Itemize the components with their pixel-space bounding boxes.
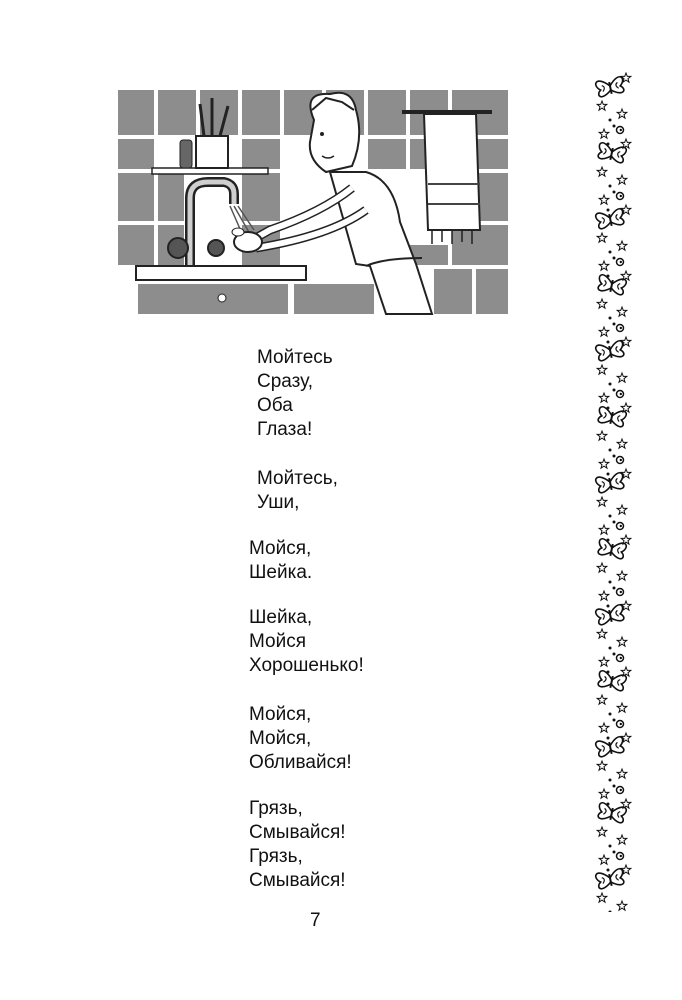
spiral-icon <box>617 721 624 728</box>
poem-line: Обливайся! <box>249 752 352 773</box>
dot-ornament <box>609 845 612 848</box>
dot-ornament <box>607 737 610 740</box>
dot-ornament <box>609 449 612 452</box>
poem-line: Смывайся! <box>249 870 346 891</box>
dot-ornament <box>613 389 616 392</box>
spiral-icon <box>617 127 624 134</box>
stanza-6 <box>249 797 346 893</box>
dot-ornament <box>609 119 612 122</box>
star-icon <box>599 723 609 732</box>
star-icon <box>597 695 607 704</box>
poem-line: Смывайся! <box>249 822 346 843</box>
spiral-icon <box>617 523 624 530</box>
butterfly-icon <box>595 472 625 493</box>
dot-ornament <box>613 125 616 128</box>
butterfly-icon <box>595 604 625 625</box>
dot-ornament <box>613 323 616 326</box>
dot-ornament <box>613 719 616 722</box>
butterfly-icon <box>595 868 625 889</box>
poem-line: Сразу, <box>257 371 314 392</box>
poem-line: Грязь, <box>249 846 303 867</box>
butterfly-icon <box>597 406 627 427</box>
star-icon <box>617 439 627 448</box>
star-icon <box>599 195 609 204</box>
dot-ornament <box>609 383 612 386</box>
dot-ornament <box>613 521 616 524</box>
spiral-icon <box>617 853 624 860</box>
star-icon <box>599 591 609 600</box>
dot-ornament <box>607 209 610 212</box>
butterfly-icon <box>595 736 625 757</box>
star-icon <box>617 769 627 778</box>
star-icon <box>617 307 627 316</box>
dot-ornament <box>607 473 610 476</box>
poem-line: Грязь, <box>249 798 303 819</box>
dot-ornament <box>609 911 612 913</box>
butterfly-icon <box>597 538 627 559</box>
spiral-icon <box>617 655 624 662</box>
star-icon <box>617 901 627 910</box>
star-icon <box>597 761 607 770</box>
poem-line: Мойтесь, <box>257 468 338 489</box>
star-icon <box>599 393 609 402</box>
star-icon <box>617 505 627 514</box>
star-icon <box>617 241 627 250</box>
star-icon <box>617 373 627 382</box>
star-icon <box>599 459 609 468</box>
star-icon <box>599 855 609 864</box>
spiral-icon <box>617 259 624 266</box>
dot-ornament <box>613 785 616 788</box>
butterfly-icon <box>597 670 627 691</box>
poem-line: Глаза! <box>257 419 313 440</box>
butterfly-icon <box>597 274 627 295</box>
star-icon <box>597 431 607 440</box>
dot-ornament <box>609 317 612 320</box>
star-icon <box>597 299 607 308</box>
spiral-icon <box>617 325 624 332</box>
spiral-icon <box>617 193 624 200</box>
butterfly-icon <box>597 802 627 823</box>
stanza-1 <box>257 346 333 442</box>
stanza-3 <box>249 537 312 585</box>
dot-ornament <box>609 185 612 188</box>
spiral-icon <box>617 391 624 398</box>
poem-line: Шейка, <box>249 607 313 628</box>
poem-line: Мойся, <box>249 728 312 749</box>
spiral-icon <box>617 787 624 794</box>
star-icon <box>599 327 609 336</box>
dot-ornament <box>613 851 616 854</box>
poem-line: Мойся <box>249 631 307 652</box>
decorative-border <box>592 72 642 912</box>
star-icon <box>597 497 607 506</box>
dot-ornament <box>613 191 616 194</box>
dot-ornament <box>609 251 612 254</box>
star-icon <box>597 167 607 176</box>
star-icon <box>599 657 609 666</box>
star-icon <box>617 109 627 118</box>
spiral-icon <box>617 457 624 464</box>
dot-ornament <box>609 515 612 518</box>
poem-line: Мойся, <box>249 704 312 725</box>
star-icon <box>617 571 627 580</box>
dot-ornament <box>609 581 612 584</box>
dot-ornament <box>609 647 612 650</box>
star-icon <box>617 703 627 712</box>
dot-ornament <box>607 341 610 344</box>
poem-line: Уши, <box>257 492 300 513</box>
star-icon <box>597 101 607 110</box>
poem-line: Хорошенько! <box>249 655 364 676</box>
star-icon <box>597 365 607 374</box>
poem-line: Мойтесь <box>257 347 333 368</box>
star-icon <box>599 261 609 270</box>
butterfly-icon <box>597 142 627 163</box>
poem-line: Мойся, <box>249 538 312 559</box>
star-icon <box>597 893 607 902</box>
star-icon <box>597 563 607 572</box>
dot-ornament <box>613 653 616 656</box>
butterfly-icon <box>595 76 625 97</box>
dot-ornament <box>607 869 610 872</box>
star-icon <box>617 835 627 844</box>
star-icon <box>599 129 609 138</box>
star-icon <box>597 233 607 242</box>
star-icon <box>599 525 609 534</box>
star-icon <box>597 629 607 638</box>
star-icon <box>599 789 609 798</box>
star-icon <box>617 175 627 184</box>
dot-ornament <box>609 779 612 782</box>
dot-ornament <box>613 587 616 590</box>
dot-ornament <box>613 257 616 260</box>
poem-line: Шейка. <box>249 562 313 583</box>
butterfly-icon <box>595 340 625 361</box>
dot-ornament <box>607 605 610 608</box>
poem-line: Оба <box>257 395 293 416</box>
boy-washing-hands-illustration <box>116 88 510 320</box>
stanza-2 <box>257 467 338 515</box>
spiral-icon <box>617 589 624 596</box>
stanza-5 <box>249 703 352 775</box>
butterfly-icon <box>595 208 625 229</box>
page-number: 7 <box>310 910 321 931</box>
stanza-4 <box>249 606 364 678</box>
dot-ornament <box>609 713 612 716</box>
dot-ornament <box>613 455 616 458</box>
star-icon <box>617 637 627 646</box>
star-icon <box>597 827 607 836</box>
